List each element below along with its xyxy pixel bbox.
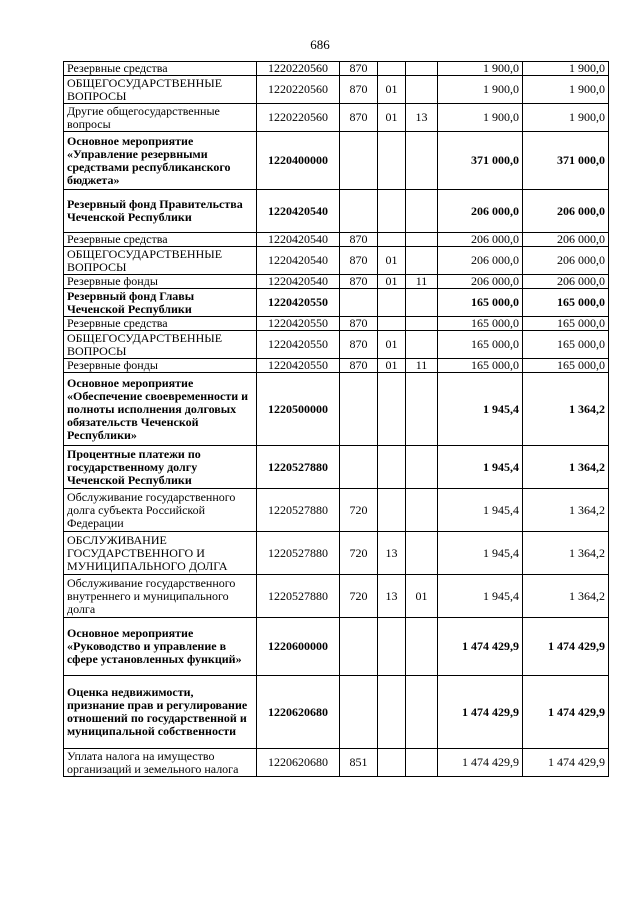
- row-expense-type-cell: 720: [340, 575, 378, 618]
- row-name-cell: ОБЩЕГОСУДАРСТВЕННЫЕ ВОПРОСЫ: [64, 76, 257, 104]
- budget-table: [63, 61, 609, 777]
- row-subsection-cell: [406, 373, 438, 446]
- row-amount-1-cell: 1 945,4: [438, 373, 523, 446]
- row-expense-type-cell: 851: [340, 749, 378, 777]
- row-subsection-cell: [406, 317, 438, 331]
- row-subsection-cell: [406, 62, 438, 76]
- table-row: [64, 76, 609, 104]
- row-section-cell: 01: [378, 247, 406, 275]
- row-amount-2-cell: 1 474 429,9: [523, 749, 609, 777]
- row-amount-1-cell: 1 900,0: [438, 62, 523, 76]
- row-expense-type-cell: [340, 289, 378, 317]
- row-subsection-cell: [406, 446, 438, 489]
- row-section-cell: 01: [378, 275, 406, 289]
- row-code-cell: 1220420540: [257, 247, 340, 275]
- row-amount-1-cell: 1 474 429,9: [438, 618, 523, 676]
- row-name-cell: Обслуживание государственного долга субъекта Российской Федерации: [64, 489, 257, 532]
- row-expense-type-cell: 870: [340, 62, 378, 76]
- row-section-cell: [378, 749, 406, 777]
- row-name-cell: Оценка недвижимости, признание прав и регулирование отношений по государственной и муниципальной собственности: [64, 676, 257, 749]
- table-body: [64, 62, 609, 777]
- row-section-cell: 01: [378, 104, 406, 132]
- table-row: [64, 676, 609, 749]
- table-row: [64, 373, 609, 446]
- row-code-cell: 1220527880: [257, 489, 340, 532]
- row-amount-1-cell: 1 900,0: [438, 76, 523, 104]
- row-amount-1-cell: 1 474 429,9: [438, 749, 523, 777]
- table-row: [64, 575, 609, 618]
- row-name-cell: Резервные фонды: [64, 359, 257, 373]
- row-subsection-cell: [406, 489, 438, 532]
- row-amount-1-cell: 1 945,4: [438, 446, 523, 489]
- row-name-cell: Резервные средства: [64, 233, 257, 247]
- row-code-cell: 1220420550: [257, 359, 340, 373]
- row-amount-1-cell: 1 945,4: [438, 532, 523, 575]
- table-row: [64, 275, 609, 289]
- row-section-cell: [378, 317, 406, 331]
- row-subsection-cell: [406, 618, 438, 676]
- row-amount-2-cell: 1 900,0: [523, 62, 609, 76]
- row-name-cell: Резервный фонд Правительства Чеченской Республики: [64, 190, 257, 233]
- row-code-cell: 1220220560: [257, 76, 340, 104]
- row-amount-1-cell: 1 945,4: [438, 575, 523, 618]
- row-expense-type-cell: 870: [340, 317, 378, 331]
- row-expense-type-cell: 720: [340, 489, 378, 532]
- row-code-cell: 1220527880: [257, 575, 340, 618]
- row-code-cell: 1220420550: [257, 289, 340, 317]
- row-amount-2-cell: 165 000,0: [523, 359, 609, 373]
- row-code-cell: 1220620680: [257, 749, 340, 777]
- row-subsection-cell: [406, 233, 438, 247]
- row-subsection-cell: 11: [406, 275, 438, 289]
- row-code-cell: 1220420540: [257, 275, 340, 289]
- row-amount-2-cell: 1 364,2: [523, 532, 609, 575]
- row-code-cell: 1220420550: [257, 331, 340, 359]
- row-code-cell: 1220420540: [257, 190, 340, 233]
- row-name-cell: Уплата налога на имущество организаций и земельного налога: [64, 749, 257, 777]
- row-section-cell: [378, 62, 406, 76]
- row-amount-1-cell: 206 000,0: [438, 275, 523, 289]
- row-expense-type-cell: 870: [340, 275, 378, 289]
- row-expense-type-cell: [340, 446, 378, 489]
- row-section-cell: [378, 676, 406, 749]
- row-code-cell: 1220620680: [257, 676, 340, 749]
- row-expense-type-cell: [340, 676, 378, 749]
- row-code-cell: 1220600000: [257, 618, 340, 676]
- row-name-cell: ОБСЛУЖИВАНИЕ ГОСУДАРСТВЕННОГО И МУНИЦИПАЛЬНОГО ДОЛГА: [64, 532, 257, 575]
- row-name-cell: ОБЩЕГОСУДАРСТВЕННЫЕ ВОПРОСЫ: [64, 331, 257, 359]
- row-name-cell: Обслуживание государственного внутреннего и муниципального долга: [64, 575, 257, 618]
- row-subsection-cell: [406, 76, 438, 104]
- row-amount-1-cell: 165 000,0: [438, 317, 523, 331]
- row-code-cell: 1220500000: [257, 373, 340, 446]
- table-row: [64, 446, 609, 489]
- row-amount-1-cell: 206 000,0: [438, 247, 523, 275]
- row-section-cell: [378, 132, 406, 190]
- row-name-cell: Основное мероприятие «Управление резервными средствами республиканского бюджета»: [64, 132, 257, 190]
- row-name-cell: Резервные средства: [64, 62, 257, 76]
- row-expense-type-cell: 870: [340, 104, 378, 132]
- table-row: [64, 749, 609, 777]
- row-name-cell: ОБЩЕГОСУДАРСТВЕННЫЕ ВОПРОСЫ: [64, 247, 257, 275]
- row-code-cell: 1220420540: [257, 233, 340, 247]
- table-row: [64, 62, 609, 76]
- row-expense-type-cell: 870: [340, 359, 378, 373]
- page-number: 686: [310, 37, 330, 52]
- row-code-cell: 1220220560: [257, 104, 340, 132]
- row-amount-1-cell: 1 900,0: [438, 104, 523, 132]
- row-amount-2-cell: 1 900,0: [523, 76, 609, 104]
- table-row: [64, 618, 609, 676]
- row-amount-2-cell: 1 364,2: [523, 489, 609, 532]
- row-subsection-cell: [406, 749, 438, 777]
- row-amount-2-cell: 1 900,0: [523, 104, 609, 132]
- row-name-cell: Основное мероприятие «Руководство и управление в сфере установленных функций»: [64, 618, 257, 676]
- row-section-cell: 01: [378, 359, 406, 373]
- row-amount-2-cell: 1 364,2: [523, 575, 609, 618]
- row-subsection-cell: [406, 247, 438, 275]
- row-expense-type-cell: 870: [340, 76, 378, 104]
- row-expense-type-cell: [340, 373, 378, 446]
- row-section-cell: [378, 446, 406, 489]
- row-subsection-cell: [406, 132, 438, 190]
- row-subsection-cell: [406, 532, 438, 575]
- row-subsection-cell: [406, 190, 438, 233]
- row-amount-2-cell: 206 000,0: [523, 247, 609, 275]
- row-amount-2-cell: 165 000,0: [523, 317, 609, 331]
- row-amount-1-cell: 165 000,0: [438, 289, 523, 317]
- row-amount-1-cell: 371 000,0: [438, 132, 523, 190]
- row-name-cell: Процентные платежи по государственному долгу Чеченской Республики: [64, 446, 257, 489]
- row-subsection-cell: [406, 289, 438, 317]
- row-section-cell: 13: [378, 532, 406, 575]
- row-amount-1-cell: 1 474 429,9: [438, 676, 523, 749]
- table-row: [64, 233, 609, 247]
- row-section-cell: 01: [378, 76, 406, 104]
- table-row: [64, 247, 609, 275]
- row-amount-1-cell: 1 945,4: [438, 489, 523, 532]
- table-row: [64, 104, 609, 132]
- row-amount-1-cell: 206 000,0: [438, 233, 523, 247]
- row-subsection-cell: [406, 676, 438, 749]
- table-row: [64, 132, 609, 190]
- row-amount-2-cell: 165 000,0: [523, 331, 609, 359]
- row-expense-type-cell: [340, 132, 378, 190]
- row-expense-type-cell: 870: [340, 331, 378, 359]
- row-amount-2-cell: 206 000,0: [523, 190, 609, 233]
- table-row: [64, 190, 609, 233]
- row-subsection-cell: [406, 331, 438, 359]
- table-row: [64, 289, 609, 317]
- row-code-cell: 1220220560: [257, 62, 340, 76]
- row-section-cell: 13: [378, 575, 406, 618]
- row-expense-type-cell: 720: [340, 532, 378, 575]
- row-amount-2-cell: 371 000,0: [523, 132, 609, 190]
- row-section-cell: [378, 618, 406, 676]
- row-amount-2-cell: 1 364,2: [523, 373, 609, 446]
- row-section-cell: [378, 190, 406, 233]
- row-section-cell: [378, 233, 406, 247]
- row-section-cell: [378, 289, 406, 317]
- table-row: [64, 359, 609, 373]
- row-name-cell: Основное мероприятие «Обеспечение своевременности и полноты исполнения долговых обязательств Чеченской Республики»: [64, 373, 257, 446]
- row-expense-type-cell: 870: [340, 247, 378, 275]
- row-code-cell: 1220527880: [257, 446, 340, 489]
- row-expense-type-cell: [340, 190, 378, 233]
- row-subsection-cell: 11: [406, 359, 438, 373]
- row-code-cell: 1220527880: [257, 532, 340, 575]
- row-amount-2-cell: 206 000,0: [523, 233, 609, 247]
- row-amount-1-cell: 165 000,0: [438, 359, 523, 373]
- row-amount-2-cell: 206 000,0: [523, 275, 609, 289]
- row-subsection-cell: 01: [406, 575, 438, 618]
- row-amount-1-cell: 206 000,0: [438, 190, 523, 233]
- row-amount-2-cell: 1 364,2: [523, 446, 609, 489]
- row-code-cell: 1220400000: [257, 132, 340, 190]
- table-row: [64, 532, 609, 575]
- row-name-cell: Резервные фонды: [64, 275, 257, 289]
- row-section-cell: [378, 489, 406, 532]
- row-amount-2-cell: 1 474 429,9: [523, 676, 609, 749]
- row-section-cell: [378, 373, 406, 446]
- row-amount-2-cell: 1 474 429,9: [523, 618, 609, 676]
- row-expense-type-cell: 870: [340, 233, 378, 247]
- row-amount-1-cell: 165 000,0: [438, 331, 523, 359]
- row-subsection-cell: 13: [406, 104, 438, 132]
- row-expense-type-cell: [340, 618, 378, 676]
- table-row: [64, 331, 609, 359]
- row-name-cell: Резервные средства: [64, 317, 257, 331]
- table-row: [64, 489, 609, 532]
- table-row: [64, 317, 609, 331]
- row-amount-2-cell: 165 000,0: [523, 289, 609, 317]
- row-name-cell: Другие общегосударственные вопросы: [64, 104, 257, 132]
- row-code-cell: 1220420550: [257, 317, 340, 331]
- row-name-cell: Резервный фонд Главы Чеченской Республики: [64, 289, 257, 317]
- row-section-cell: 01: [378, 331, 406, 359]
